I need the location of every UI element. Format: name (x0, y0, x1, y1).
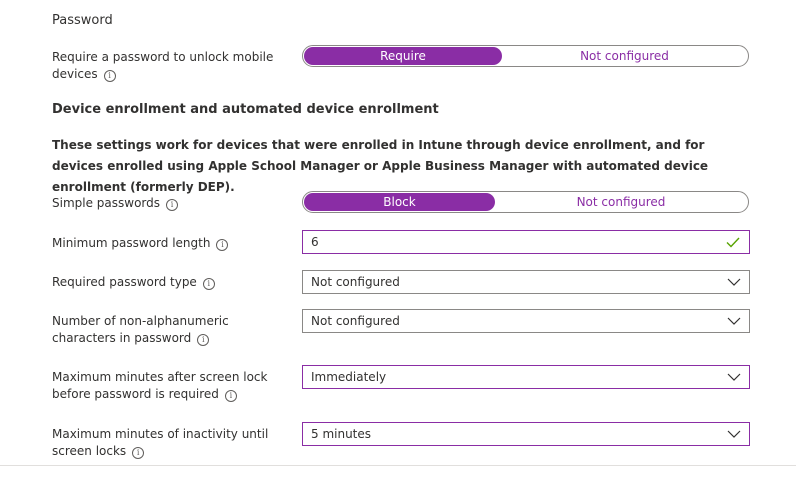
divider (0, 465, 796, 466)
info-icon[interactable]: i (166, 199, 178, 211)
toggle-option-not-configured[interactable]: Not configured (576, 195, 666, 209)
enrollment-heading: Device enrollment and automated device enrollment (52, 102, 439, 117)
non-alnum-label: Number of non-alphanumeric characters in password i (52, 314, 229, 345)
enrollment-description: These settings work for devices that were enrolled in Intune through device enrollment, and for devices enrolled using Apple School Manager or Apple Business Manager with automated device enrollment (formerly DEP). (52, 138, 709, 194)
require-password-toggle[interactable] (302, 45, 749, 67)
inactivity-label: Maximum minutes of inactivity until screen locks i (52, 427, 269, 458)
non-alnum-dropdown[interactable]: Not configured (302, 309, 750, 333)
password-type-dropdown[interactable]: Not configured (302, 270, 750, 294)
min-length-input[interactable]: 6 (302, 230, 750, 254)
screen-lock-dropdown[interactable]: Immediately (302, 365, 750, 389)
chevron-down-icon (727, 427, 741, 441)
require-password-label: Require a password to unlock mobile devices i (52, 50, 274, 81)
toggle-option-not-configured[interactable]: Not configured (580, 49, 669, 63)
info-icon[interactable]: i (225, 390, 237, 402)
min-length-label: Minimum password length i (52, 235, 292, 252)
info-icon[interactable]: i (216, 239, 228, 251)
chevron-down-icon (727, 314, 741, 328)
section-title-password: Password (52, 13, 113, 28)
info-icon[interactable]: i (197, 334, 209, 346)
info-icon[interactable]: i (132, 447, 144, 459)
simple-passwords-toggle[interactable] (302, 191, 749, 213)
simple-passwords-label: Simple passwords i (52, 195, 292, 212)
inactivity-dropdown[interactable]: 5 minutes (302, 422, 750, 446)
screen-lock-label: Maximum minutes after screen lock before password is required i (52, 370, 268, 401)
info-icon[interactable]: i (203, 278, 215, 290)
chevron-down-icon (727, 275, 741, 289)
toggle-option-block[interactable]: Block (304, 193, 495, 211)
checkmark-icon (725, 234, 741, 250)
password-type-label: Required password type i (52, 274, 292, 291)
chevron-down-icon (727, 370, 741, 384)
info-icon[interactable]: i (104, 70, 116, 82)
toggle-option-require[interactable]: Require (304, 47, 502, 65)
